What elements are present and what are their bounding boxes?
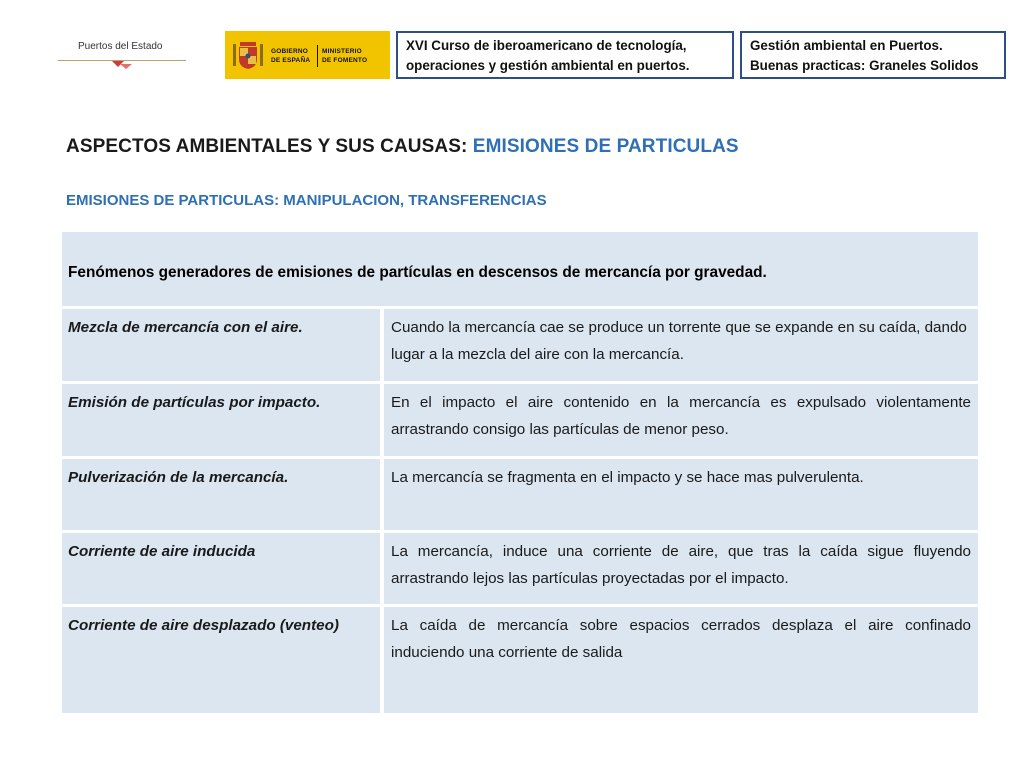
topic-title-line1: Gestión ambiental en Puertos.: [750, 38, 943, 53]
page-title: [66, 136, 739, 158]
ministerio-line1: MINISTERIO: [322, 48, 362, 55]
page-title-prefix: ASPECTOS AMBIENTALES Y SUS CAUSAS:: [66, 136, 473, 157]
topic-title-box: [740, 31, 1006, 79]
table-row-description: En el impacto el aire contenido en la mercancía es expulsado violentamente arrastrando consigo las partículas de menor peso.: [384, 384, 978, 456]
course-title-box: [396, 31, 734, 79]
table-row-description: La mercancía se fragmenta en el impacto y se hace mas pulverulenta.: [384, 459, 978, 530]
ministerio-label: [322, 47, 367, 65]
course-title-line1: XVI Curso de iberoamericano de tecnología,: [406, 38, 687, 53]
page-title-accent: EMISIONES DE PARTICULAS: [472, 136, 739, 157]
table-row-cause: Corriente de aire inducida: [62, 533, 380, 604]
topic-title-line2: Buenas practicas: Graneles Solidos: [750, 58, 979, 73]
table-row-cause: Emisión de partículas por impacto.: [62, 384, 380, 456]
table-row-description: La mercancía, induce una corriente de aire, que tras la caída sigue fluyendo arrastrando lejos las partículas proyectadas por el impacto.: [384, 533, 978, 604]
table-row-cause: Corriente de aire desplazado (venteo): [62, 607, 380, 713]
puertos-mark-icon: [110, 58, 136, 70]
table-row-description: La caída de mercancía sobre espacios cerrados desplaza el aire confinado induciendo una corriente de salida: [384, 607, 978, 713]
puertos-logo-text: Puertos del Estado: [78, 41, 163, 52]
gobierno-line1: GOBIERNO: [271, 48, 308, 55]
gobierno-espana-logo: [225, 31, 390, 79]
table-row-description: Cuando la mercancía cae se produce un torrente que se expande en su caída, dando lugar a la mezcla del aire con la mercancía.: [384, 309, 978, 381]
gobierno-label: [271, 47, 310, 65]
table-row-cause: Pulverización de la mercancía.: [62, 459, 380, 530]
puertos-del-estado-logo: [58, 38, 188, 68]
table-row-cause: Mezcla de mercancía con el aire.: [62, 309, 380, 381]
coat-of-arms-icon: [231, 38, 265, 72]
gobierno-line2: DE ESPAÑA: [271, 57, 311, 64]
table-header: Fenómenos generadores de emisiones de partículas en descensos de mercancía por gravedad.: [62, 232, 978, 306]
logo-separator: [317, 45, 318, 67]
page-subtitle: EMISIONES DE PARTICULAS: MANIPULACION, TRANSFERENCIAS: [66, 192, 547, 209]
course-title-line2: operaciones y gestión ambiental en puertos.: [406, 58, 690, 73]
ministerio-line2: DE FOMENTO: [322, 57, 368, 64]
